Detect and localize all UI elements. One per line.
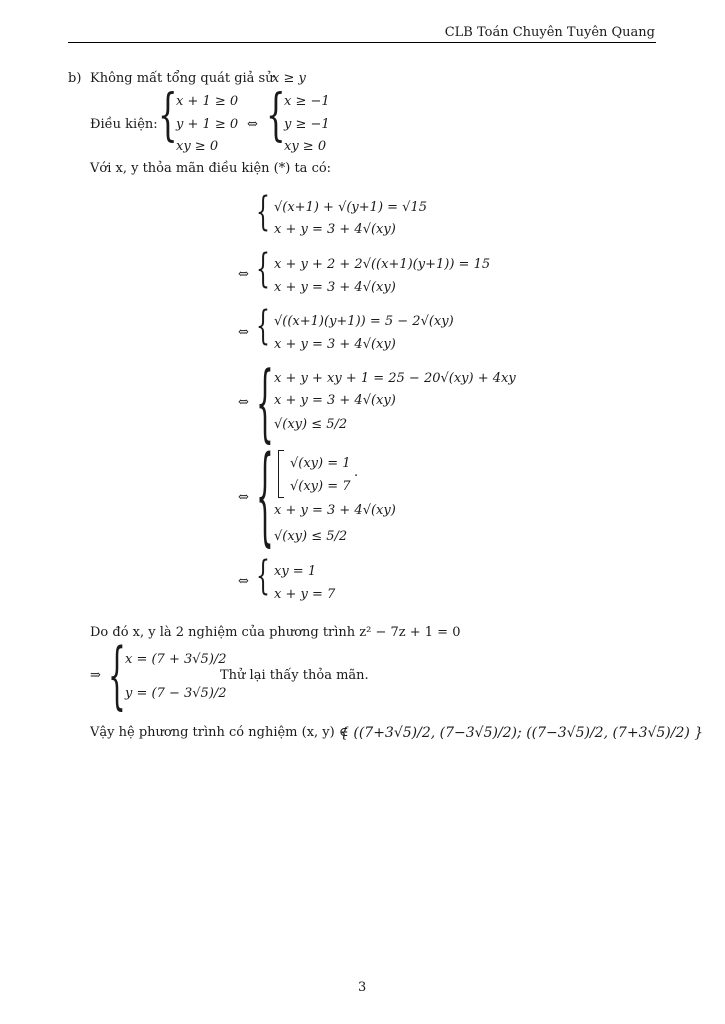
s4-brace: { xyxy=(256,354,274,452)
implies-sign: ⇒ xyxy=(90,668,101,683)
final-text: Vậy hệ phương trình có nghiệm (x, y) ∈ xyxy=(90,725,349,740)
with-text: Với x, y thỏa mãn điều kiện (*) ta có: xyxy=(90,161,332,176)
left-brace: { xyxy=(158,83,178,148)
s6-line-2: x + y = 7 xyxy=(274,587,336,602)
y-solution: y = (7 − 3√5)/2 xyxy=(125,686,227,701)
cond-left-3: xy ≥ 0 xyxy=(176,139,219,154)
s5-bracket-line-1: √(xy) = 1 xyxy=(290,456,351,471)
cond-left-1: x + 1 ≥ 0 xyxy=(176,94,239,109)
s2-brace: { xyxy=(256,246,270,292)
s4-equiv: ⇔ xyxy=(238,395,249,410)
final-set: { ((7+3√5)/2, (7−3√5)/2); ((7−3√5)/2, (7+3√5)/2) } xyxy=(340,725,704,741)
s3-line-2: x + y = 3 + 4√(xy) xyxy=(274,337,396,352)
s5-brace: { xyxy=(256,434,274,558)
part-label: b) xyxy=(68,71,82,86)
s5-bracket xyxy=(278,450,284,498)
s1-line-2: x + y = 3 + 4√(xy) xyxy=(274,222,396,237)
cond-right-1: x ≥ −1 xyxy=(284,94,330,109)
cond-right-2: y ≥ −1 xyxy=(284,117,330,132)
s3-line-1: √((x+1)(y+1)) = 5 − 2√(xy) xyxy=(274,314,454,329)
conditions-label: Điều kiện: xyxy=(90,117,158,132)
do-do-text: Do đó x, y là 2 nghiệm của phương trình z² − 7z + 1 = 0 xyxy=(90,625,461,640)
equiv-sign: ⇔ xyxy=(247,117,258,132)
intro-text: Không mất tổng quát giả sử xyxy=(90,71,274,86)
s5-equiv: ⇔ xyxy=(238,490,249,505)
s5-line-1: x + y = 3 + 4√(xy) xyxy=(274,503,396,518)
x-solution: x = (7 + 3√5)/2 xyxy=(125,652,227,667)
s3-brace: { xyxy=(256,303,270,349)
page-number: 3 xyxy=(358,980,367,995)
s2-line-1: x + y + 2 + 2√((x+1)(y+1)) = 15 xyxy=(274,257,491,272)
sol-brace: { xyxy=(108,633,126,718)
s5-bracket-line-2: √(xy) = 7 xyxy=(290,479,351,494)
s6-brace: { xyxy=(256,553,270,599)
right-brace: { xyxy=(266,83,286,148)
s1-brace: { xyxy=(256,189,270,235)
cond-left-2: y + 1 ≥ 0 xyxy=(176,117,239,132)
s2-line-2: x + y = 3 + 4√(xy) xyxy=(274,280,396,295)
s4-line-2: x + y = 3 + 4√(xy) xyxy=(274,393,396,408)
s5-line-2: √(xy) ≤ 5/2 xyxy=(274,529,348,544)
s4-line-3: √(xy) ≤ 5/2 xyxy=(274,417,348,432)
s3-equiv: ⇔ xyxy=(238,325,249,340)
s2-equiv: ⇔ xyxy=(238,267,249,282)
check-text: Thử lại thấy thỏa mãn. xyxy=(220,668,369,683)
header-rule xyxy=(68,42,656,43)
s6-equiv: ⇔ xyxy=(238,574,249,589)
cond-right-3: xy ≥ 0 xyxy=(284,139,327,154)
s4-line-1: x + y + xy + 1 = 25 − 20√(xy) + 4xy xyxy=(274,371,516,386)
s1-line-1: √(x+1) + √(y+1) = √15 xyxy=(274,200,427,215)
s6-line-1: xy = 1 xyxy=(274,564,317,579)
intro-math: x ≥ y xyxy=(272,71,306,86)
s5-dot: . xyxy=(354,465,359,480)
header-title: CLB Toán Chuyên Tuyên Quang xyxy=(444,25,655,40)
